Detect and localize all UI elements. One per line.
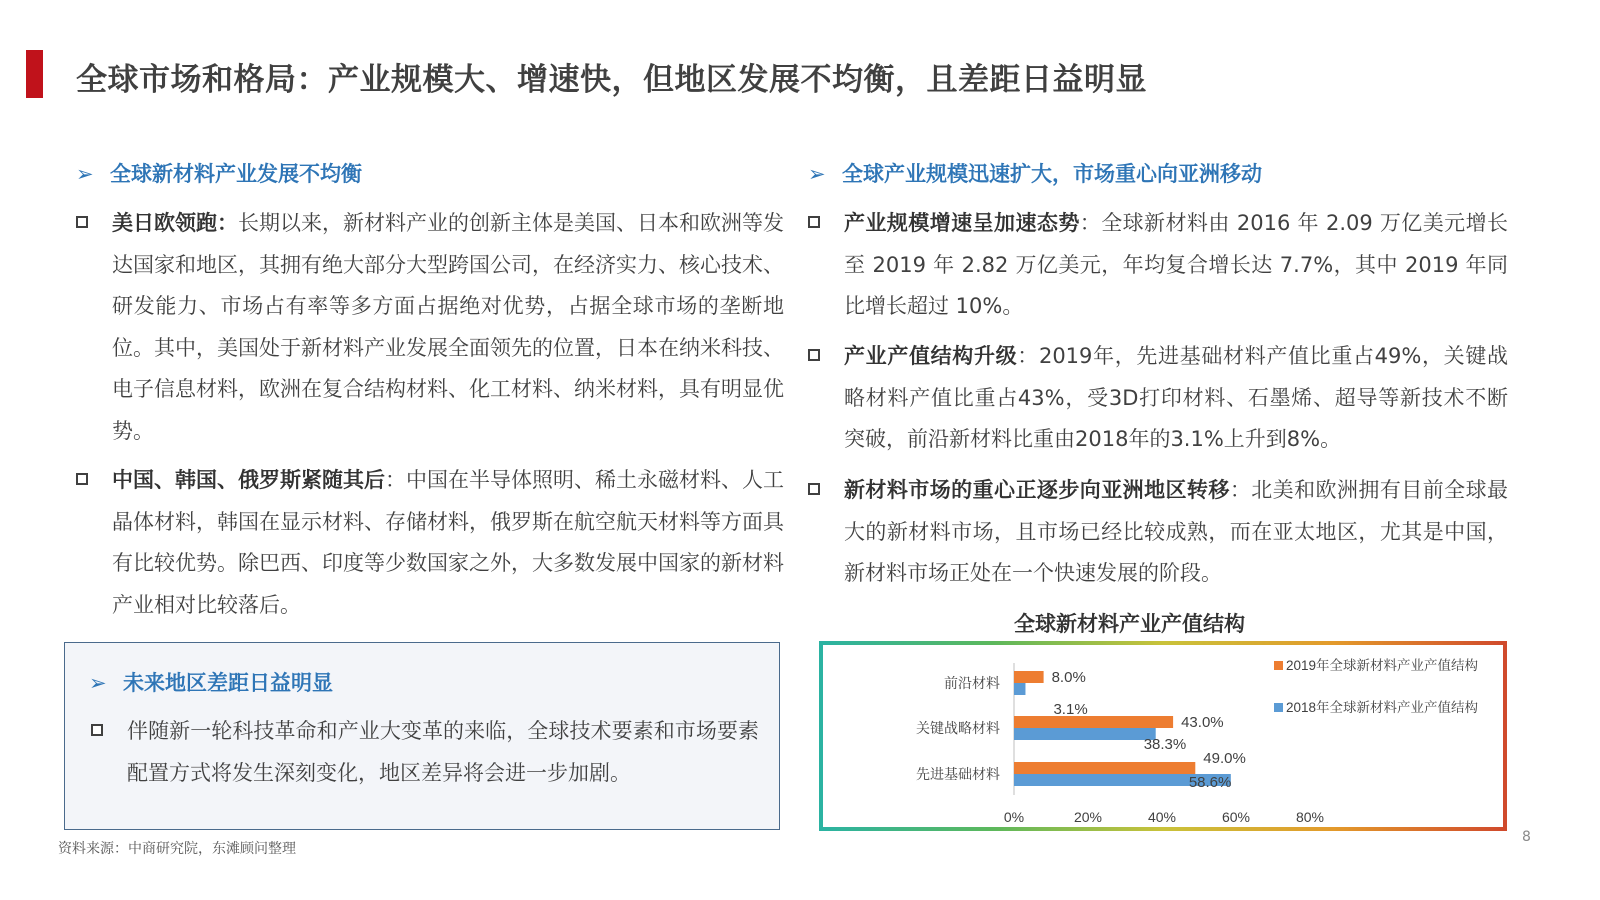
chart-title: 全球新材料产业产值结构 — [1014, 612, 1245, 636]
right-item-2 — [808, 336, 1508, 461]
highlight-box — [64, 642, 780, 830]
category-label: 关键战略材料 — [916, 720, 1000, 736]
left-item-2 — [76, 460, 784, 626]
right-section-heading — [808, 158, 1262, 188]
bar-2019 — [1014, 716, 1173, 728]
data-label: 38.3% — [1143, 736, 1187, 753]
arrow-bullet-icon: ➢ — [89, 671, 107, 695]
legend-swatch — [1274, 661, 1283, 670]
arrow-bullet-icon: ➢ — [808, 162, 826, 186]
square-bullet-icon — [808, 216, 820, 228]
left-item-1-text: 长期以来，新材料产业的创新主体是美国、日本和欧洲等发达国家和地区，其拥有绝大部分大型跨国公司，在经济实力、核心技术、研发能力、市场占有率等多方面占据绝对优势，占据全球市场的垄断地位。其中，美国处于新材料产业发展全面领先的位置，日本在纳米科技、电子信息材料，欧洲在复合结构材料、化工材料、纳米材料，具有明显优势。 — [112, 211, 784, 443]
arrow-bullet-icon: ➢ — [76, 162, 94, 186]
x-tick-label: 0% — [1003, 809, 1025, 825]
x-tick-label: 80% — [1295, 809, 1325, 825]
page-number: 8 — [1522, 829, 1531, 845]
square-bullet-icon — [76, 216, 88, 228]
legend-swatch — [1274, 703, 1283, 712]
left-item-1-lead: 美日欧领跑： — [112, 211, 238, 235]
right-item-3-text: ：北美和欧洲拥有目前全球最大的新材料市场，且市场已经比较成熟，而在亚太地区，尤其是中国，新材料市场正处在一个快速发展的阶段。 — [844, 478, 1509, 585]
box-item — [91, 711, 759, 794]
square-bullet-icon — [808, 349, 820, 361]
square-bullet-icon — [808, 483, 820, 495]
right-item-1-text: ：全球新材料由 2016 年 2.09 万亿美元增长至 2019 年 2.82 万亿美元，年均复合增长达 7.7%，其中 2019 年同比增长超过 10%。 — [844, 211, 1509, 318]
bar-2019 — [1014, 671, 1044, 683]
box-item-text: 伴随新一轮科技革命和产业大变革的来临，全球技术要素和市场要素配置方式将发生深刻变化，地区差异将会进一步加剧。 — [127, 719, 759, 785]
bar-chart — [823, 645, 1503, 827]
right-item-1-lead: 产业规模增速呈加速态势 — [844, 211, 1080, 235]
left-item-2-lead: 中国、韩国、俄罗斯紧随其后 — [112, 468, 385, 492]
title-accent-bar — [26, 50, 43, 98]
square-bullet-icon — [91, 724, 103, 736]
x-tick-label: 60% — [1221, 809, 1251, 825]
right-item-2-lead: 产业产值结构升级 — [844, 344, 1018, 368]
category-label: 前沿材料 — [944, 675, 1000, 691]
data-label: 8.0% — [1051, 669, 1086, 686]
right-item-3 — [808, 470, 1508, 595]
bar-2018 — [1014, 683, 1025, 695]
page-title: 全球市场和格局：产业规模大、增速快，但地区发展不均衡，且差距日益明显 — [76, 62, 1147, 98]
box-heading — [89, 667, 333, 697]
right-item-1 — [808, 203, 1508, 328]
legend-label: 2018年全球新材料产业产值结构 — [1286, 700, 1479, 715]
data-label: 43.0% — [1181, 714, 1224, 731]
bar-2019 — [1014, 762, 1195, 774]
x-tick-label: 20% — [1073, 809, 1103, 825]
right-item-2-text: ：2019年，先进基础材料产值比重占49%，关键战略材料产值比重占43%，受3D打印材料、石墨烯、超导等新技术不断突破，前沿新材料比重由2018年的3.1%上升到8%。 — [844, 344, 1508, 451]
right-heading-text: 全球产业规模迅速扩大，市场重心向亚洲移动 — [842, 162, 1262, 186]
left-heading-text: 全球新材料产业发展不均衡 — [110, 162, 362, 186]
right-item-3-lead: 新材料市场的重心正逐步向亚洲地区转移 — [844, 478, 1230, 502]
data-label: 58.6% — [1188, 774, 1232, 791]
data-label: 49.0% — [1203, 750, 1246, 767]
category-label: 先进基础材料 — [916, 766, 1000, 782]
square-bullet-icon — [76, 473, 88, 485]
data-label: 3.1% — [1053, 701, 1088, 718]
bar-2018 — [1014, 728, 1156, 740]
left-section-heading — [76, 158, 362, 188]
chart-frame — [819, 641, 1507, 831]
source-note: 资料来源：中商研究院，东滩顾问整理 — [58, 841, 296, 857]
box-heading-text: 未来地区差距日益明显 — [123, 671, 333, 695]
left-item-1 — [76, 203, 784, 452]
left-item-2-text: ：中国在半导体照明、稀土永磁材料、人工晶体材料，韩国在显示材料、存储材料，俄罗斯在航空航天材料等方面具有比较优势。除巴西、印度等少数国家之外，大多数发展中国家的新材料产业相对比较落后。 — [112, 468, 784, 617]
legend-label: 2019年全球新材料产业产值结构 — [1286, 658, 1479, 673]
x-tick-label: 40% — [1147, 809, 1177, 825]
